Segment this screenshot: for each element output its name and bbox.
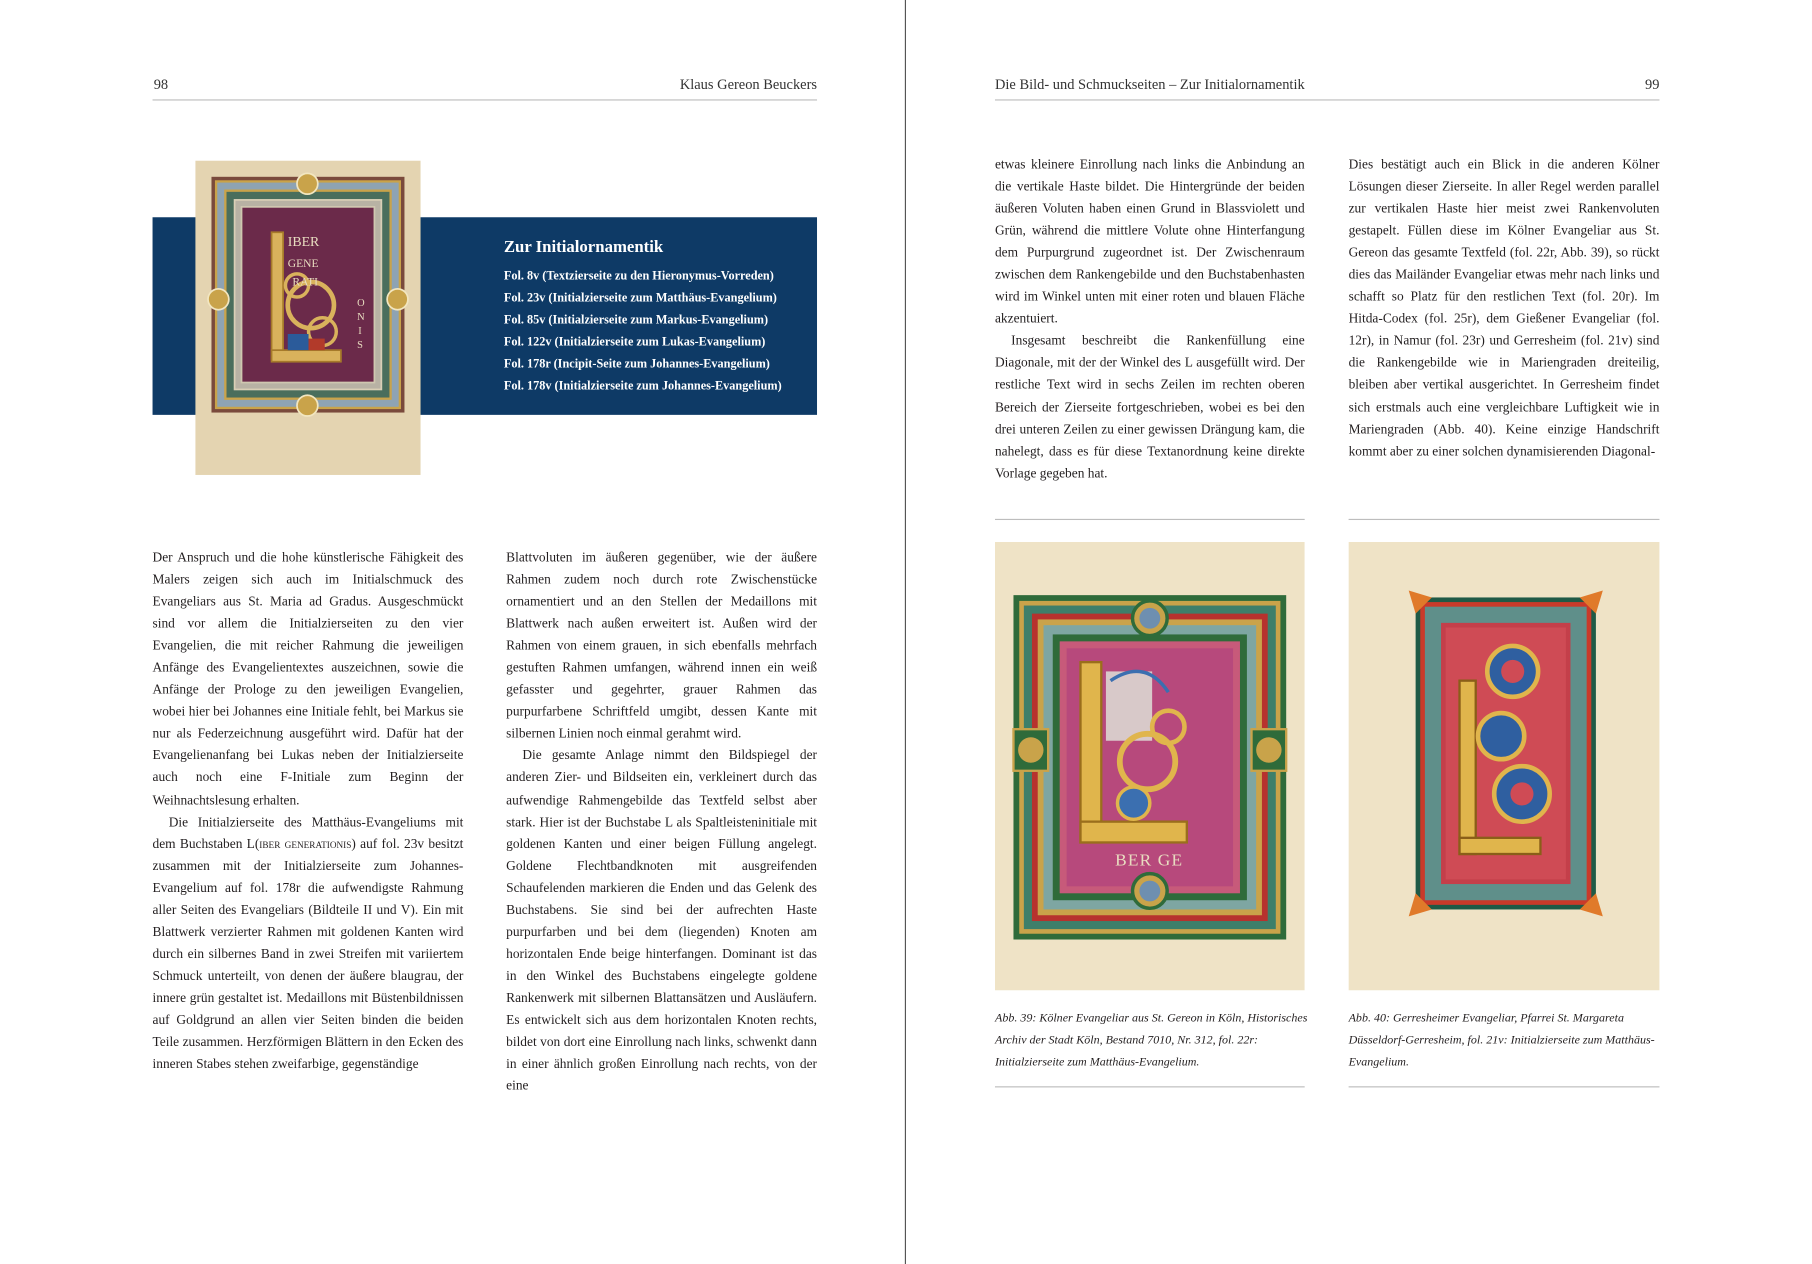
- list-item: Fol. 122v (Initialzierseite zum Lukas-Evangelium): [503, 336, 766, 350]
- figure-40-caption: Abb. 40: Gerresheimer Evangeliar, Pfarrei St. Margareta Düsseldorf-Gerresheim, fol. 21v: Initialzierseite zum Matthäus-Evangelium.: [1348, 1012, 1655, 1069]
- list-item: Fol. 8v (Textzierseite zu den Hieronymus-Vorreden): [503, 270, 774, 284]
- list-item: Fol. 178r (Incipit-Seite zum Johannes-Evangelium): [503, 358, 770, 372]
- ms-letters: RATI: [292, 276, 319, 289]
- page-number: 98: [153, 76, 169, 93]
- page-number: 99: [1645, 76, 1660, 93]
- figure-40-image: [1349, 542, 1660, 990]
- paragraph: Die gesamte Anlage nimmt den Bildspiegel der anderen Zier- und Bildseiten ein, verkleinert durch das aufwendige Rahmengebilde das Textfeld selbst aber stark. Hier ist der Buchstabe L als Spaltleisteninitiale mit goldenen Kanten und einer beigen Füllung angelegt. Goldene Flechtbandknoten mit ausgreifenden Schaufelenden markieren die Enden und das Gelenk des Buchstabens. Sie sind bei der aufrechten Haste purpurfarben und bei dem (liegenden) Knoten am horizontalen Ende beige hinterfangen. Dominant ist das in den Winkel des Buchstabens eingelegte goldene Rankenwerk mit silbernen Blattansätzen und Ausläufern. Es entwickelt sich aus dem horizontalen Knoten rechts, bildet von dort eine Einrollung nach links, schwenkt dann in einer ähnlich großen Einrollung nach rechts, von der eine: [506, 748, 818, 1094]
- manuscript-page-image: [195, 161, 420, 475]
- paragraph: etwas kleinere Einrollung nach links die Anbindung an die vertikale Haste bildet. Die Hintergründe der beiden äußeren Voluten haben einen Grund in Blassviolett und Grün, während die mittlere Volute ohne Hinterfangung dem Purpurgrund zugeordnet ist. Der Zwischenraum zwischen dem Rankengebilde und den Buchstabenhasten wird im Winkel unten mit einer roten und blauen Fläche akzentuiert.: [994, 157, 1305, 327]
- figure-rule-top: [995, 519, 1305, 520]
- paragraph: Die Initialzierseite des Matthäus-Evangeliums mit dem Buchstaben L(iber generationis) auf fol. 23v besitzt zusammen mit der Initialzierseite zum Johannes-Evangelium auf fol. 178r die aufwendigste Rahmung aller Seiten des Evangeliars (Bildteile II und V). Ein mit Blattwerk verzierter Rahmen mit goldenen Kanten wird durch ein silbernes Band in zwei Streifen mit variiertem Schmuck unterteilt, von denen der äußere blaugrau, der innere grün gestaltet ist. Medaillons mit Büstenbildnissen auf Goldgrund an allen vier Seiten binden die beiden Teile zusammen. Herzförmigen Blättern in den Ecken des inneren Stabes stehen zweifarbige, gegenständige: [152, 814, 464, 1072]
- ms-letters: S: [357, 339, 363, 351]
- right-page: [906, 0, 1812, 1264]
- ms-letters: O: [357, 298, 365, 310]
- ms-letters: IBER: [287, 234, 320, 250]
- banner-title: Zur Initialornamentik: [503, 238, 664, 257]
- body-column-2: [1349, 154, 1660, 462]
- paragraph: Blattvoluten im äußeren gegenüber, wie der äußere Rahmen zudem noch durch rote Zwischenstücke ornamentiert und an den Stellen der Medaillons mit Blattwerk nach außen erweitert ist. Außen wird der Rahmen von einem grauen, in sich ebenfalls mehrfach gestuften Rahmen umfangen, während innen ein weiß gefasster und gegehrter, grauer Rahmen das purpurfarbene Schriftfeld umgibt, dessen Kante mit silbernen Linien noch einmal gerahmt wird.: [506, 550, 818, 742]
- paragraph: Dies bestätigt auch ein Blick in die anderen Kölner Lösungen dieser Zierseite. In aller Regel werden parallel zur vertikalen Haste hier meist zwei Rankenvoluten gestapelt. Füllen diese im Kölner Evangeliar aus St. Gereon das gesamte Textfeld (fol. 22r, Abb. 39), so rückt dies das Mailänder Evangeliar etwas mehr nach links und schafft so Platz für den restlichen Text (fol. 20r). Im Hitda-Codex (fol. 25r), dem Gießener Evangeliar (fol. 12r), in Namur (fol. 23r) und Gerresheim (fol. 21v) sind die Rankengebilde wie in Mariengraden dreiteilig, bleiben aber vertikal ausgerichtet. In Gerresheim findet sich erstmals auch eine vergleichbare Luftigkeit wie in Mariengraden (Abb. 40). Keine einzige Handschrift kommt aber zu einer solchen dynamisierenden Diagonal-: [1348, 157, 1660, 459]
- header-rule: [153, 99, 817, 100]
- figure-rule-bottom: [995, 1086, 1305, 1087]
- body-column-1: [995, 154, 1305, 484]
- ms-letters: BER GE: [1115, 850, 1184, 870]
- figure-39-caption: Abb. 39: Kölner Evangeliar aus St. Gereon in Köln, Historisches Archiv der Stadt Köln, Bestand 7010, Nr. 312, fol. 22r: Initialzierseite zum Matthäus-Evangelium.: [994, 1012, 1308, 1069]
- folio-list: [504, 266, 782, 398]
- ms-letters: I: [358, 325, 362, 337]
- figure-rule-bottom: [1349, 1086, 1660, 1087]
- list-item: Fol. 178v (Initialzierseite zum Johannes-Evangelium): [503, 380, 782, 394]
- running-head: Die Bild- und Schmuckseiten – Zur Initialornamentik: [994, 76, 1305, 93]
- list-item: Fol. 23v (Initialzierseite zum Matthäus-Evangelium): [503, 292, 777, 306]
- ms-letters: GENE: [287, 257, 319, 270]
- figure-rule-top: [1349, 519, 1660, 520]
- header-rule: [995, 99, 1659, 100]
- paragraph: Insgesamt beschreibt die Rankenfüllung eine Diagonale, mit der der Winkel des L ausgefüllt wird. Der restliche Text wird in sechs Zeilen im rechten oberen Bereich der Zierseite fortgeschrieben, wobei es bei den drei unteren Zeilen zu einer gewissen Drängung kam, die nahelegt, dass es für diese Textanordnung keine direkte Vorlage gegeben hat.: [994, 333, 1305, 481]
- paragraph: Der Anspruch und die hohe künstlerische Fähigkeit des Malers zeigen sich auch im Initialschmuck des Evangeliars aus St. Maria ad Gradus. Ausgeschmückt sind vor allem die Initialzierseiten zu den vier Evangelien, die mit reicher Rahmung die jeweiligen Anfänge des Evangelientextes auszeichnen, sowie die Anfänge der Prologe zu den jeweiligen Evangelien, wobei hier bei Johannes eine Initiale fehlt, bei Markus sie nur als Federzeichnung ausgeführt wird. Dafür hat der Evangelienanfang bei Lukas neben der Initialzierseite auch noch eine F-Initiale zum Beginn der Weihnachtslesung erhalten.: [152, 550, 464, 808]
- body-column-1: [153, 547, 464, 1075]
- list-item: Fol. 85v (Initialzierseite zum Markus-Evangelium): [503, 314, 769, 328]
- ms-letters: N: [357, 312, 365, 324]
- body-column-2: [506, 547, 817, 1097]
- running-head: Klaus Gereon Beuckers: [679, 76, 818, 93]
- figure-39-image: [995, 542, 1305, 990]
